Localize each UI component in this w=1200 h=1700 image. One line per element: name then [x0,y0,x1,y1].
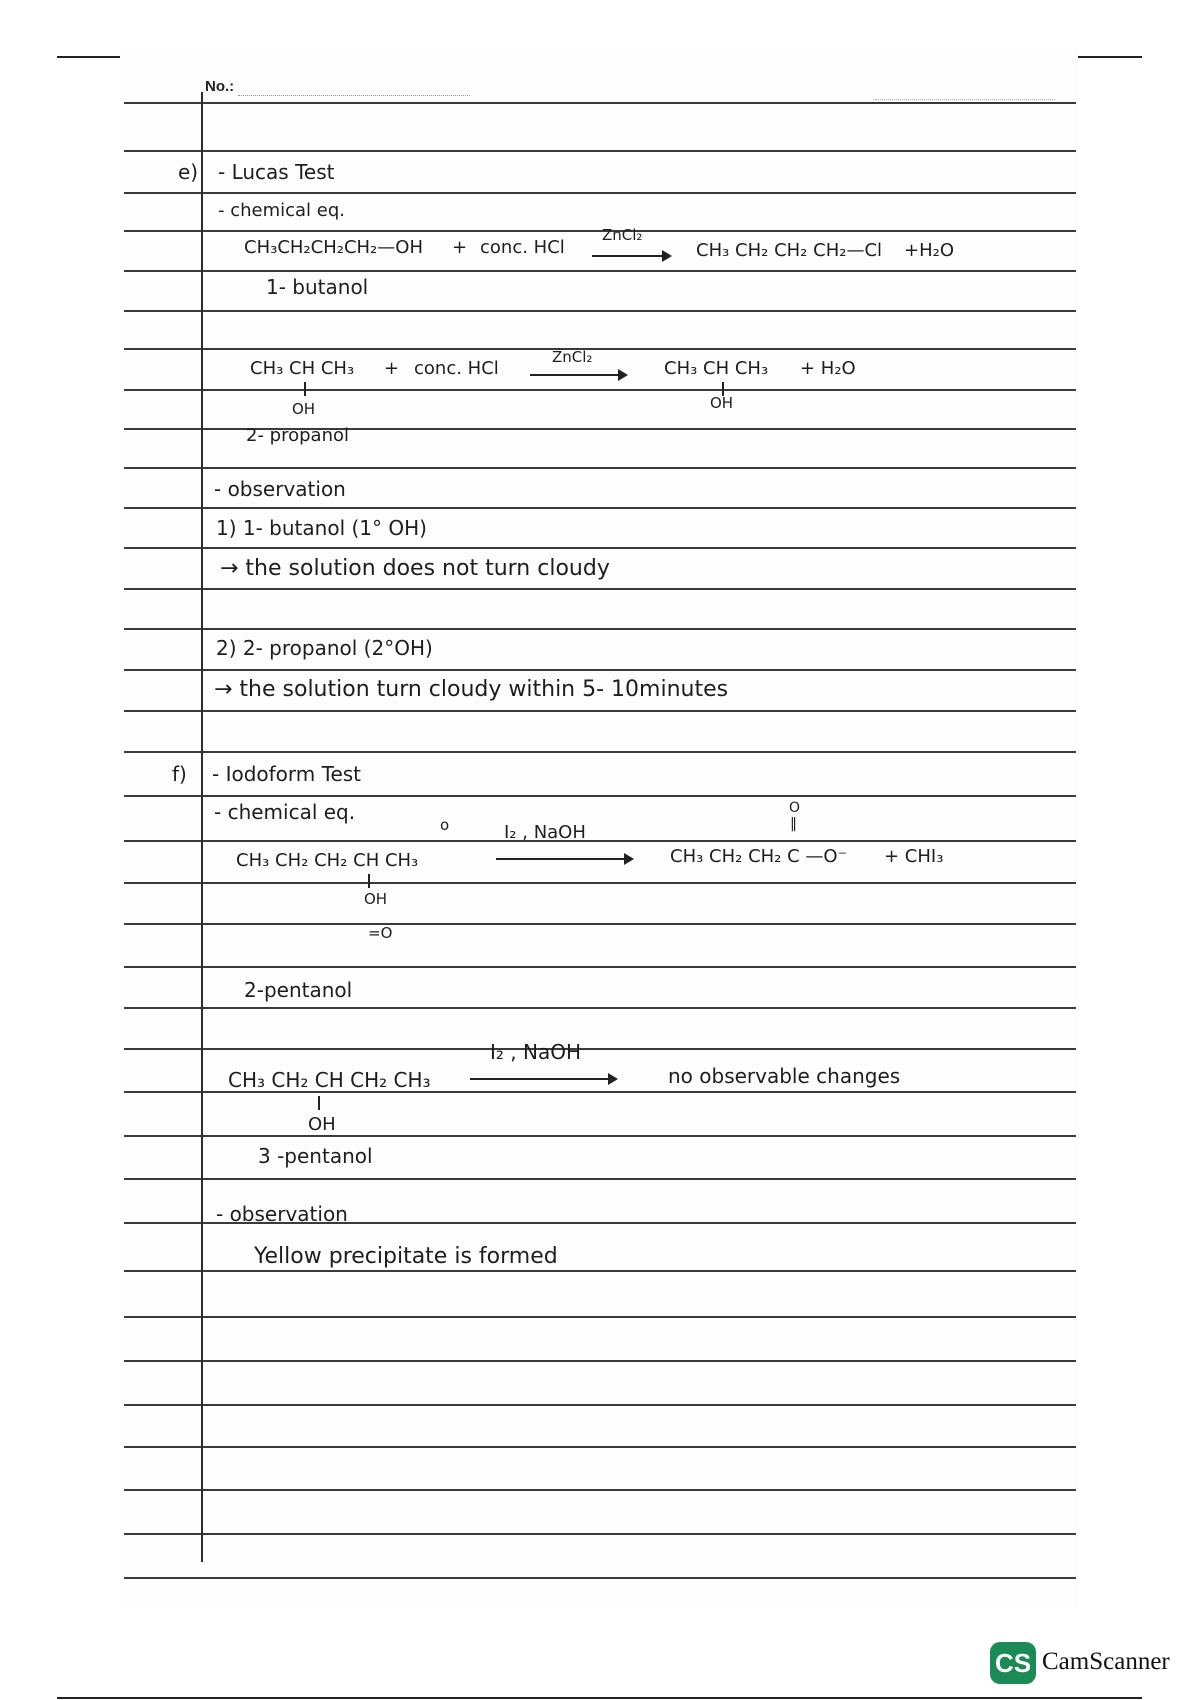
ruled-line [124,588,1076,590]
e-eq2-catalyst: ZnCl₂ [552,348,593,366]
ruled-line [124,1489,1076,1491]
section-f-eq-heading: - chemical eq. [214,800,356,824]
e-eq1-water: +H₂O [904,240,955,261]
section-f-title: - Iodoform Test [212,762,362,786]
ruled-line [124,1135,1076,1137]
page-number-label: No.: [205,78,235,95]
ruled-line [124,1446,1076,1448]
ruled-line [124,192,1076,194]
ruled-line [124,547,1076,549]
f-eq1-annot-eq-o: =O [368,924,393,942]
e-obs1-text: → the solution does not turn cloudy [220,556,610,581]
f-eq2-reagent: I₂ , NaOH [490,1040,581,1064]
f-eq2-result: no observable changes [668,1064,901,1088]
ruled-line [124,966,1076,968]
ruled-line [124,230,1076,232]
ruled-line [124,467,1076,469]
section-e-eq-heading: - chemical eq. [218,200,346,221]
f-obs-heading: - observation [216,1202,348,1226]
e-eq2-product: CH₃ CH CH₃ [664,358,769,379]
f-eq2-reactant-bond [318,1096,320,1110]
section-f-label: f) [172,762,187,786]
ruled-line [124,1316,1076,1318]
ruled-line [124,1360,1076,1362]
ruled-line [124,348,1076,350]
ruled-line [124,102,1076,104]
ruled-line [124,1048,1076,1050]
scan-border-top-left [57,56,121,58]
f-eq1-name: 2-pentanol [244,978,353,1002]
e-eq2-reactant-bond [304,382,306,396]
f-eq2-reactant-oh: OH [308,1114,336,1135]
f-eq2-reactant: CH₃ CH₂ CH CH₂ CH₃ [228,1068,431,1092]
e-eq1-plus: + [452,237,468,258]
f-eq1-byproduct: + CHI₃ [884,846,944,867]
e-eq2-reagent: conc. HCl [414,358,499,379]
e-eq2-arrow [530,374,626,376]
ruled-line [124,840,1076,842]
e-eq2-water: + H₂O [800,358,856,379]
ruled-line [124,270,1076,272]
ruled-line [124,882,1076,884]
ruled-line [124,1577,1076,1579]
f-eq2-arrow [470,1078,616,1080]
margin-line [201,92,203,1562]
f-eq1-annot-o: o [440,816,450,834]
ruled-line [124,710,1076,712]
e-eq1-product: CH₃ CH₂ CH₂ CH₂—Cl [696,240,883,261]
e-eq1-name: 1- butanol [266,275,369,299]
ruled-line [124,628,1076,630]
camscanner-brand: CamScanner [1042,1648,1170,1675]
ruled-line [124,150,1076,152]
ruled-line [124,795,1076,797]
section-e-title: - Lucas Test [218,160,335,184]
date-field [875,99,1055,100]
e-obs-heading: - observation [214,477,346,501]
f-eq1-reagent: I₂ , NaOH [504,822,586,843]
ruled-line [124,669,1076,671]
e-eq1-arrow [592,255,670,257]
ruled-line [124,310,1076,312]
e-eq1-reagent: conc. HCl [480,237,565,258]
f-eq2-name: 3 -pentanol [258,1144,373,1168]
e-obs1-title: 1) 1- butanol (1° OH) [216,516,427,540]
page-number-field [238,95,470,96]
e-obs2-text: → the solution turn cloudy within 5- 10minutes [214,677,729,702]
e-eq2-reactant-oh: OH [292,400,316,418]
section-e-label: e) [178,160,199,184]
f-eq1-arrow [496,858,632,860]
ruled-line [124,751,1076,753]
f-eq1-reactant-bond [368,874,370,888]
camscanner-logo-icon: CS [990,1642,1036,1684]
e-eq2-product-oh: OH [710,394,734,412]
ruled-line [124,1007,1076,1009]
f-obs-text: Yellow precipitate is formed [254,1244,558,1269]
f-eq1-reactant: CH₃ CH₂ CH₂ CH CH₃ [236,850,419,871]
e-eq2-reactant: CH₃ CH CH₃ [250,358,355,379]
f-eq1-product: CH₃ CH₂ CH₂ C —O⁻ [670,846,848,867]
ruled-line [124,507,1076,509]
e-eq2-plus: + [384,358,400,379]
e-obs2-title: 2) 2- propanol (2°OH) [216,636,433,660]
scan-border-top-right [1076,56,1142,58]
ruled-line [124,1533,1076,1535]
ruled-line [124,923,1076,925]
ruled-line [124,1178,1076,1180]
notebook-page [120,48,1078,1608]
f-eq1-reactant-oh: OH [364,890,388,908]
ruled-line [124,389,1076,391]
scan-border-bottom [57,1697,1142,1699]
ruled-line [124,1404,1076,1406]
e-eq1-reactant: CH₃CH₂CH₂CH₂—OH [244,237,423,258]
e-eq2-name: 2- propanol [246,425,349,446]
f-eq1-product-o: O [789,800,801,816]
f-eq1-product-double-bond: ‖ [790,816,797,832]
e-eq1-catalyst: ZnCl₂ [602,226,643,244]
ruled-line [124,1270,1076,1272]
